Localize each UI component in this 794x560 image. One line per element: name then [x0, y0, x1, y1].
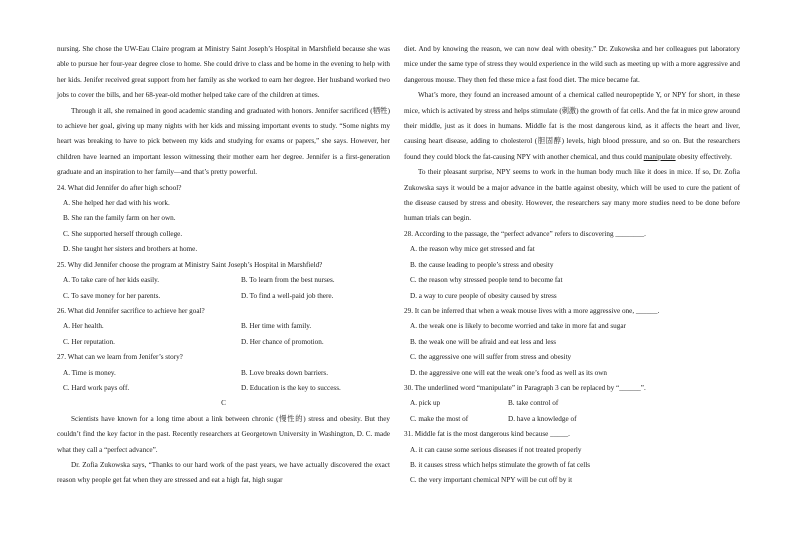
- passage-c-paragraph-2-end: diet. And by knowing the reason, we can now deal with obesity.” Dr. Zukowska and her colleagues put laboratory mice under the same type of stress they would experience in the wild such as meeting up with a more aggressive and dangerous mouse. They then fed these mice a fast food diet. The mice became fat.: [404, 45, 740, 84]
- left-column: [57, 42, 390, 489]
- question-26-option-b: B. Her time with family.: [241, 322, 312, 331]
- question-26-option-c: C. Her reputation.: [63, 337, 115, 346]
- question-25-options-row-2: [57, 289, 390, 304]
- passage-c-paragraph-4: To their pleasant surprise, NPY seems to work in the human body much like it does in mice. If so, Dr. Zofia Zukowska says it would be a major advance in the battle against obesity, which will be used to cure the patient of the disease caused by stress and obesity. However, the researchers say many more studies need to be done before human trials can begin.: [404, 168, 740, 223]
- passage-c-paragraph-2-start: Dr. Zofia Zukowska says, “Thanks to our hard work of the past years, we have actually discovered the exact reason why people get fat when they are stressed and eat a high fat, high sugar: [57, 460, 390, 485]
- passage-b-paragraph-3: nursing. She chose the UW-Eau Claire program at Ministry Saint Joseph’s Hospital in Marshfield because she was able to pursue her four-year degree close to home. She could drive to class and be home in the evening to help with her kids. Jenifer received great support from her family as she worked to earn her degree. Her husband worked two jobs to cover the bills, and her 68-year-old mother helped take care of the children at times.: [57, 45, 390, 100]
- question-28-option-b: B. the cause leading to people’s stress and obesity: [410, 260, 554, 269]
- question-27-options-row-2: [57, 381, 390, 396]
- question-30-option-b: B. take control of: [508, 399, 559, 408]
- question-26-stem: 26. What did Jennifer sacrifice to achieve her goal?: [57, 306, 205, 315]
- question-25-stem: 25. Why did Jennifer choose the program at Ministry Saint Joseph’s Hospital in Marshfield?: [57, 260, 323, 269]
- question-29-option-a: A. the weak one is likely to become worried and take in more fat and sugar: [410, 322, 626, 331]
- question-25-option-d: D. To find a well-paid job there.: [241, 291, 334, 300]
- paragraph-3-text-after: obesity effectively.: [675, 152, 732, 161]
- question-31-option-a: A. it can cause some serious diseases if not treated properly: [410, 445, 582, 454]
- question-28-stem: 28. According to the passage, the “perfect advance” refers to discovering ________.: [404, 229, 646, 238]
- question-25-options-row-1: [57, 273, 390, 288]
- question-30-stem: 30. The underlined word “manipulate” in Paragraph 3 can be replaced by “______”.: [404, 383, 646, 392]
- passage-c-paragraph-1: Scientists have known for a long time about a link between chronic (慢性的) stress and obesity. But they couldn’t find the key factor in the past. Recently researchers at Georgetown University in Washington, D. C. made what they call a “perfect advance”.: [57, 414, 390, 454]
- question-28-option-d: D. a way to cure people of obesity caused by stress: [410, 291, 557, 300]
- question-29-option-b: B. the weak one will be afraid and eat less and less: [410, 337, 557, 346]
- question-28-option-a: A. the reason why mice get stressed and fat: [410, 245, 535, 254]
- question-29-stem: 29. It can be inferred that when a weak mouse lives with a more aggressive one, ______.: [404, 306, 660, 315]
- underlined-word-manipulate: manipulate: [643, 152, 676, 161]
- question-31-option-b: B. it causes stress which helps stimulate the growth of fat cells: [410, 460, 591, 469]
- section-c-heading: C: [221, 399, 226, 408]
- question-27-option-c: C. Hard work pays off.: [63, 383, 130, 392]
- question-30-options-row-1: [404, 396, 740, 411]
- question-30-option-d: D. have a knowledge of: [508, 414, 577, 423]
- question-24-stem: 24. What did Jennifer do after high school?: [57, 183, 182, 192]
- question-27-option-b: B. Love breaks down barriers.: [241, 368, 329, 377]
- question-29-option-c: C. the aggressive one will suffer from stress and obesity: [410, 353, 572, 362]
- question-31-stem: 31. Middle fat is the most dangerous kind because _____.: [404, 430, 570, 439]
- question-27-options-row-1: [57, 366, 390, 381]
- passage-b-paragraph-4: Through it all, she remained in good academic standing and graduated with honors. Jennifer sacrificed (牺牲) to achieve her goal, giving up many nights with her kids and missing important events to study. “Some nights my heart was breaking to have to pick between my kids and studying for exams or papers,” she says. However, her children have learned an important lesson witnessing their mother earn her degree. Jennifer is a first-generation graduate and an inspiration to her family—and that’s pretty powerful.: [57, 106, 390, 177]
- question-25-option-b: B. To learn from the best nurses.: [241, 276, 335, 285]
- question-24-option-d: D. She taught her sisters and brothers at home.: [63, 245, 198, 254]
- question-24-option-b: B. She ran the family farm on her own.: [63, 214, 176, 223]
- question-30-options-row-2: [404, 412, 740, 427]
- right-column: [404, 42, 740, 489]
- question-27-stem: 27. What can we learn from Jenifer’s story?: [57, 353, 183, 362]
- question-26-options-row-1: [57, 319, 390, 334]
- question-27-option-d: D. Education is the key to success.: [241, 383, 341, 392]
- question-25-option-a: A. To take care of her kids easily.: [63, 276, 160, 285]
- question-24-option-a: A. She helped her dad with his work.: [63, 199, 170, 208]
- question-26-option-a: A. Her health.: [63, 322, 104, 331]
- question-27-option-a: A. Time is money.: [63, 368, 116, 377]
- question-30-option-c: C. make the most of: [410, 414, 469, 423]
- question-24-option-c: C. She supported herself through college.: [63, 229, 183, 238]
- question-28-option-c: C. the reason why stressed people tend to become fat: [410, 276, 563, 285]
- passage-c-paragraph-3: [404, 88, 740, 165]
- question-31-option-c: C. the very important chemical NPY will be cut off by it: [410, 476, 573, 485]
- question-26-option-d: D. Her chance of promotion.: [241, 337, 324, 346]
- paragraph-3-text-before: What’s more, they found an increased amount of a chemical called neuropeptide Y, or NPY for short, in these mice, which is activated by stress and helps stimulate (刺激) the growth of fat cells. And the fat in mice grew around their middle, just as it does in humans. Middle fat is the most dangerous kind, as it affects the heart and liver, causing heart disease, adding to cholesterol (胆固醇) levels, high blood pressure, and so on. But the researchers found they could block the fat-causing NPY with another chemical, and thus could: [404, 91, 740, 161]
- question-30-option-a: A. pick up: [410, 399, 441, 408]
- question-25-option-c: C. To save money for her parents.: [63, 291, 161, 300]
- question-29-option-d: D. the aggressive one will eat the weak one’s food as well as its own: [410, 368, 608, 377]
- question-26-options-row-2: [57, 335, 390, 350]
